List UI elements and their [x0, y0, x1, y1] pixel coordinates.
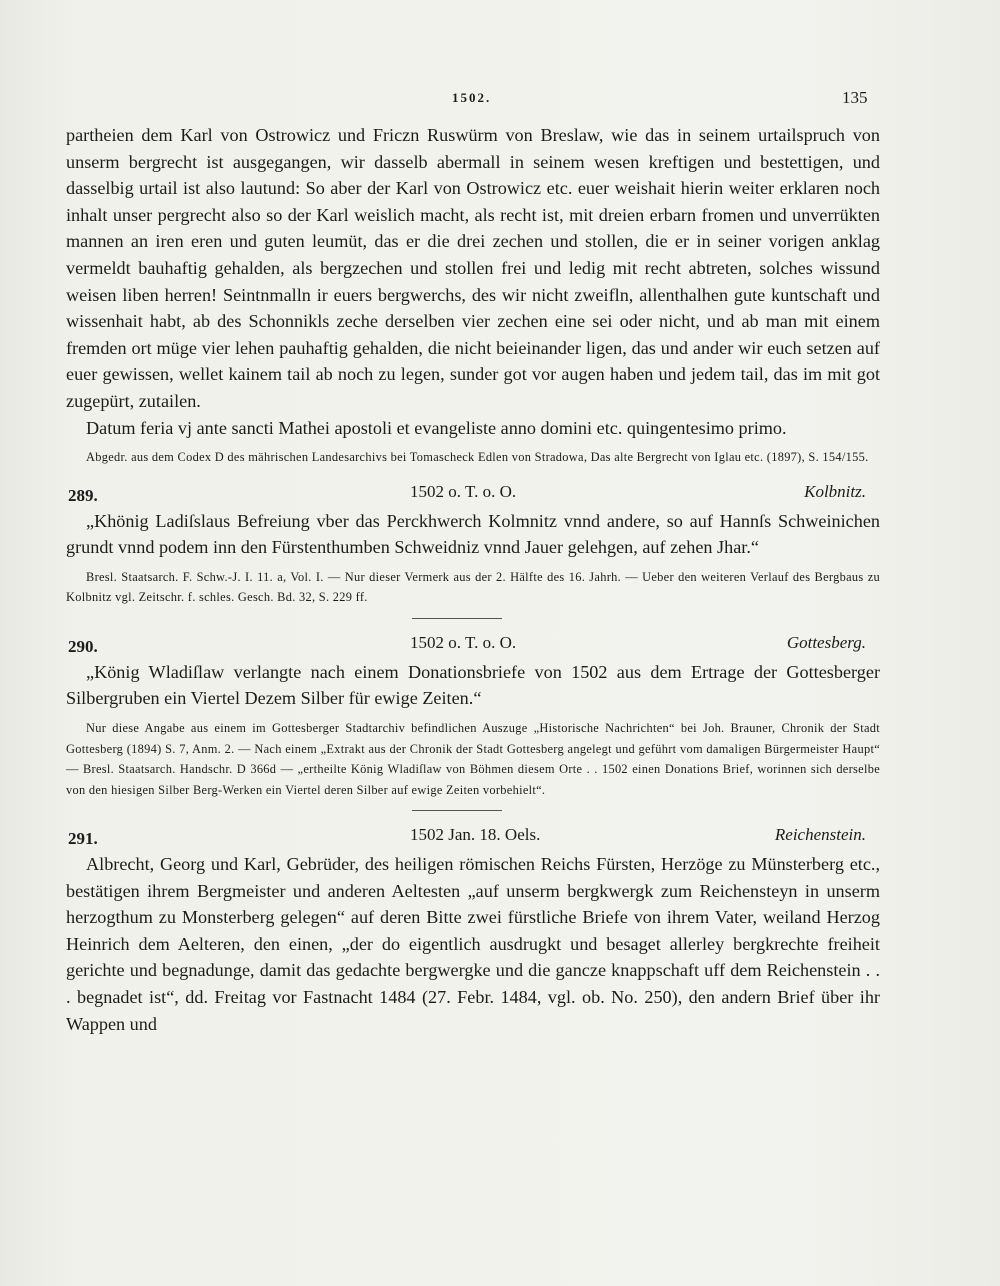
entry-place: Kolbnitz.: [804, 481, 866, 501]
entry-289-header: [66, 482, 880, 508]
separator-rule: [412, 618, 502, 619]
entry-place: Reichenstein.: [774, 825, 866, 844]
entry-number: 291.: [68, 829, 98, 848]
entry-date: 1502 Jan. 18. Oels.: [410, 825, 541, 844]
page-number: 135: [842, 88, 868, 107]
intro-source-note: Abgedr. aus dem Codex D des mährischen Landesarchivs bei Tomascheck Edlen von Stradowa, Das alte Bergrecht von Iglau etc. (1897), S. 154/155.: [86, 450, 869, 465]
entry-290-text: „König Wladiſlaw verlangte nach einem Donationsbriefe von 1502 aus dem Ertrage der Gottesberger Silbergruben ein Viertel Dezem Silber für ewige Zeiten.“: [66, 661, 880, 709]
running-head-year: 1502.: [452, 90, 492, 105]
entry-290-header: [66, 633, 880, 659]
page-content: [66, 122, 880, 1037]
entry-date: 1502 o. T. o. O.: [410, 481, 517, 501]
running-head: [0, 88, 1000, 112]
entry-291-header: [66, 825, 880, 851]
entry-date: 1502 o. T. o. O.: [410, 632, 517, 652]
entry-291-text: Albrecht, Georg und Karl, Gebrüder, des heiligen römischen Reichs Fürsten, Herzöge zu Münsterberg etc., bestätigen ihrem Bergmeister und anderen Aeltesten „auf unserm bergkwergk zum Reichensteyn in unserm herzogthum zu Monsterberg gelegen“ auf deren Bitte zwei fürstliche Briefe von ihrem Vater, weiland Herzog Heinrich dem Aelteren, den einen, „der do eigentlich ausdrugkt und besaget allerley bergkrechte freiheit gerichte und begnadunge, damit das gedachte bergwergke und die gancze knappschaft uff dem Reichenstein . . . begnadet ist“, dd. Freitag vor Fastnacht 1484 (27. Febr. 1484, vgl. ob. No. 250), den andern Brief über ihr Wappen und: [66, 854, 880, 1034]
entry-number: 289.: [68, 485, 98, 505]
entry-number: 290.: [68, 636, 98, 656]
entry-290-note: Nur diese Angabe aus einem im Gottesberger Stadtarchiv befindlichen Auszuge „Historische Nachrichten“ bei Joh. Brauner, Chronik der Stadt Gottesberg (1894) S. 7, Anm. 2. — Nach einem „Extrakt aus der Chronik der Stadt Gottesberg angelegt und geführt vom damaligen Bürgermeister Haupt“ — Bresl. Staatsarch. Handschr. D 366d — „ertheilte König Wladiſlaw von Böhmen diesem Orte . . 1502 einen Donations Brief, worinnen sich derselbe von den hiesigen Silber Berg-Werken ein Viertel deren Silber auf ewige Zeiten vorbehielt“.: [66, 721, 880, 797]
entry-place: Gottesberg.: [786, 632, 866, 652]
intro-paragraph: partheien dem Karl von Ostrowicz und Friczn Ruswürm von Breslaw, wie das in seinem urtailspruch von unserm bergrecht ist ausgegangen, wir dasselb abermall in seinem wesen kreftigen und bestettigen, und dasselbig urtail ist also lautund: So aber der Karl von Ostrowicz etc. euer weishait hierin weiter erklaren noch inhalt unser pergrecht also so der Karl weislich macht, als recht ist, mit dreien erbarn fromen und unverrükten mannen an iren eren und guten leumüt, das er die drei zechen und stollen, die er in seiner vorigen anklag vermeldt bauhaftig gehalden, als bergzechen und stollen frei und ledig mit recht abtreten, solches wissund weisen liben herren! Seintnmalln ir euers bergwerchs, des wir nicht zweifln, allenthalhen gute kuntschaft und wissenhait habt, ab des Schonnikls zeche derselben vier zechen eine sei oder nicht, und ab man mit einem fremden ort müge vier lehen pauhaftig gehalden, die nicht beieinander ligen, das und ander wir euch setzen auf euer gewissen, wellet kainem tail ab noch zu legen, sunder got vor augen haben und jedem tail, das im mit got zugepürt, zutailen.: [66, 125, 880, 411]
separator-rule: [412, 810, 502, 811]
entry-289-note: Bresl. Staatsarch. F. Schw.-J. I. 11. a, Vol. I. — Nur dieser Vermerk aus der 2. Hälfte des 16. Jahrh. — Ueber den weiteren Verlauf des Bergbaus zu Kolbnitz vgl. Zeitschr. f. schles. Gesch. Bd. 32, S. 229 ff.: [66, 569, 880, 605]
intro-closing: Datum feria vj ante sancti Mathei apostoli et evangeliste anno domini etc. quingentesimo primo.: [86, 417, 787, 438]
entry-289-text: „Khönig Ladiſslaus Befreiung vber das Perckhwerch Kolmnitz vnnd andere, so auf Hannſs Schweinichen grundt vnnd podem inn den Fürstenthumben Schweidniz vnnd Jauer gelehgen, auf zehen Jhar.“: [66, 510, 880, 558]
